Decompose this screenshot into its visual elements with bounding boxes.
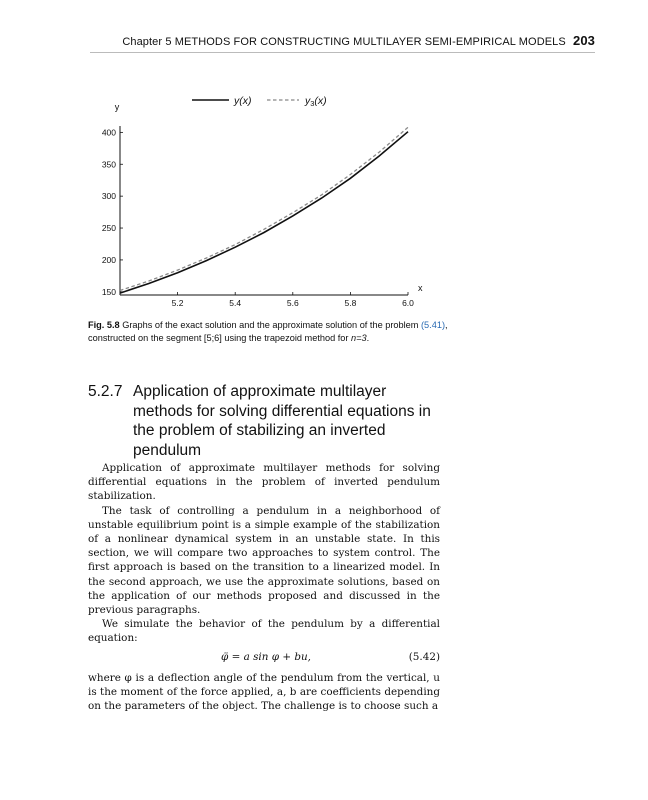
equation-5-42 — [88, 648, 440, 668]
paragraph-1: Application of approximate multilayer methods for solving differential equations in the problem of inverted pendulum stabilization. — [88, 462, 440, 503]
legend-label-approx — [304, 95, 327, 108]
figure-5-8 — [86, 88, 446, 313]
x-tick-label: 5.4 — [229, 298, 242, 308]
y-tick-label: 300 — [101, 191, 116, 202]
series-line-exact — [120, 132, 408, 293]
y-tick-label: 200 — [101, 254, 116, 265]
y-tick-label: 250 — [101, 223, 116, 234]
legend-approx-arg: (x) — [314, 95, 327, 107]
paragraph-3: We simulate the behavior of the pendulum by a differential equation: — [88, 618, 440, 645]
caption-text-1: Graphs of the exact solution and the approximate solution of the problem — [119, 320, 419, 330]
figure-caption — [88, 319, 448, 345]
series-line-approx — [120, 127, 408, 290]
caption-label: Fig. 5.8 — [88, 320, 120, 330]
section-number: 5.2.7 — [88, 383, 123, 400]
y-tick-label: 150 — [101, 286, 116, 297]
x-tick-label: 5.2 — [171, 298, 184, 308]
caption-text-2: , constructed on the segment [5;6] using the trapezoid method for — [88, 320, 448, 343]
page-number: 203 — [573, 33, 595, 48]
chart-axes — [102, 102, 423, 308]
caption-end: . — [366, 333, 370, 343]
equation-expression: φ̈ = a sin φ + bu, — [221, 650, 311, 663]
legend-approx-base: y — [305, 95, 311, 107]
chart-legend — [192, 95, 327, 108]
body-text — [88, 461, 440, 713]
y-tick-label: 400 — [101, 127, 116, 138]
paragraph-2: The task of controlling a pendulum in a neighborhood of unstable equilibrium point is a simple example of the stabilization of a nonlinear dynamical system in an unstable state. In this section, we will compare two approaches to system control. The first approach is based on the transition to a linearized model. In the second approach, we use the approximate solutions, based on the application of our methods proposed and discussed in the previous paragraphs. — [88, 504, 440, 617]
chart-series — [120, 127, 408, 293]
paragraph-4: where φ is a deflection angle of the pendulum from the vertical, u is the moment of the force applied, a, b are coefficients depending on the parameters of the object. The challenge is to choose such a — [88, 671, 440, 713]
equation-number: (5.42) — [408, 650, 440, 663]
x-tick-label: 5.8 — [344, 298, 357, 308]
y-axis-label: y — [114, 102, 120, 112]
section-title: Application of approximate multilayer methods for solving differential equations in the problem of stabilizing an inverted pendulum — [133, 383, 431, 459]
legend-approx-sub: 3 — [310, 99, 315, 108]
x-tick-label: 5.6 — [286, 298, 299, 308]
x-tick-label: 6.0 — [402, 298, 414, 308]
caption-math: n=3 — [351, 333, 367, 343]
legend-label-exact: y(x) — [234, 95, 252, 107]
running-header — [90, 33, 595, 53]
y-tick-label: 350 — [101, 159, 116, 170]
chart — [86, 88, 446, 313]
running-title: Chapter 5 METHODS FOR CONSTRUCTING MULTILAYER SEMI-EMPIRICAL MODELS — [122, 36, 566, 48]
caption-equation-ref[interactable]: (5.41) — [421, 320, 446, 330]
x-axis-label: x — [418, 283, 423, 293]
